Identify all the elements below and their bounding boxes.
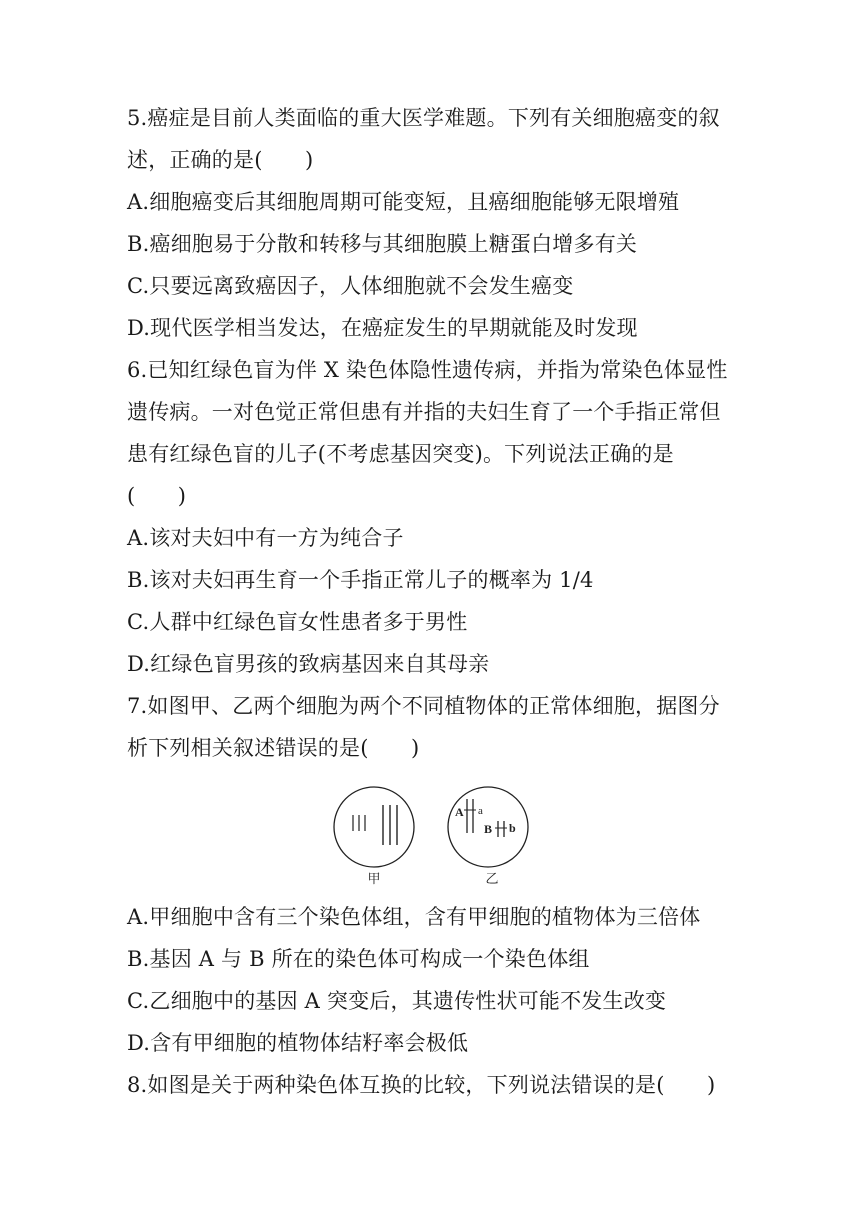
q7-stem-line2: 析下列相关叙述错误的是( ) [127, 736, 420, 760]
q7-option-b: B.基因 A 与 B 所在的染色体可构成一个染色体组 [127, 947, 590, 971]
q7-option-d: D.含有甲细胞的植物体结籽率会极低 [127, 1031, 469, 1055]
q6-stem-line1: 6.已知红绿色盲为伴 X 染色体隐性遗传病，并指为常染色体显性 [127, 358, 728, 382]
cell-yi-caption: 乙 [485, 871, 499, 886]
q6-option-b: B.该对夫妇再生育一个手指正常儿子的概率为 1/4 [127, 568, 594, 592]
q6-option-d: D.红绿色盲男孩的致病基因来自其母亲 [127, 652, 490, 676]
q5-option-d: D.现代医学相当发达，在癌症发生的早期就能及时发现 [127, 316, 638, 340]
q6-option-c: C.人群中红绿色盲女性患者多于男性 [127, 610, 468, 634]
q5-stem-line1: 5.癌症是目前人类面临的重大医学难题。下列有关细胞癌变的叙 [127, 106, 720, 130]
q7-option-a: A.甲细胞中含有三个染色体组，含有甲细胞的植物体为三倍体 [127, 905, 701, 929]
q6-stem-line4: ( ) [127, 484, 187, 508]
q6-stem-line2: 遗传病。一对色觉正常但患有并指的夫妇生育了一个手指正常但 [127, 400, 721, 424]
q7-option-c: C.乙细胞中的基因 A 突变后，其遗传性状可能不发生改变 [127, 989, 667, 1013]
cell-yi [448, 787, 528, 867]
q6-stem-line3: 患有红绿色盲的儿子(不考虑基因突变)。下列说法正确的是 [127, 442, 674, 466]
gene-A-label: A [455, 805, 464, 819]
q8-stem-line1: 8.如图是关于两种染色体互换的比较，下列说法错误的是( ) [127, 1073, 716, 1097]
q7-stem-line1: 7.如图甲、乙两个细胞为两个不同植物体的正常体细胞，据图分 [127, 694, 720, 718]
q5-option-b: B.癌细胞易于分散和转移与其细胞膜上糖蛋白增多有关 [127, 232, 638, 256]
q5-option-c: C.只要远离致癌因子，人体细胞就不会发生癌变 [127, 274, 574, 298]
q5-stem-line2: 述，正确的是( ) [127, 148, 314, 172]
gene-b-label: b [509, 821, 516, 835]
cell-jia-caption: 甲 [367, 871, 381, 886]
cell-jia [334, 787, 414, 867]
q5-option-a: A.细胞癌变后其细胞周期可能变短，且癌细胞能够无限增殖 [127, 190, 680, 214]
gene-a-label: a [478, 805, 483, 817]
gene-B-label: B [484, 822, 493, 836]
q6-option-a: A.该对夫妇中有一方为纯合子 [127, 526, 404, 550]
q7-cell-figure [320, 785, 540, 895]
